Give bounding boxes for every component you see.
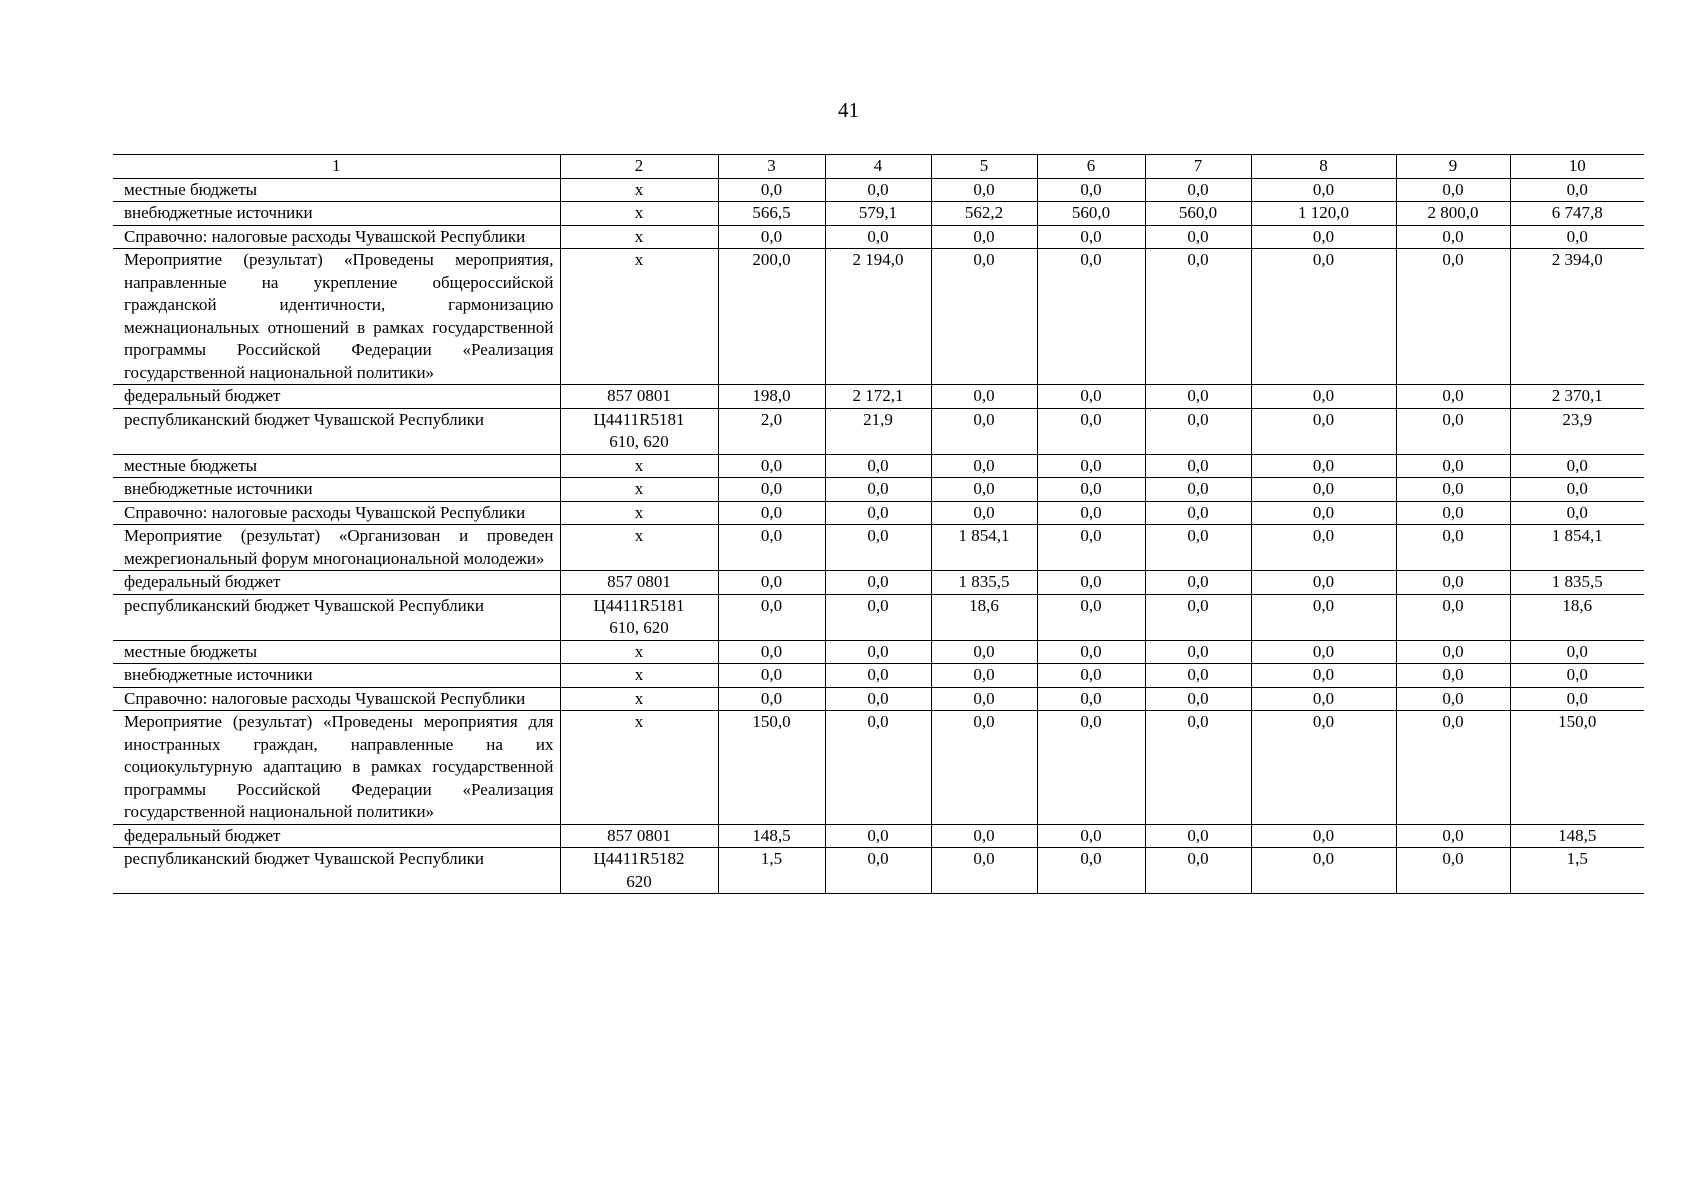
row-name: Справочно: налоговые расходы Чувашской Республики bbox=[113, 501, 560, 525]
column-header: 10 bbox=[1510, 155, 1644, 179]
column-header: 7 bbox=[1145, 155, 1251, 179]
row-value: 0,0 bbox=[1037, 225, 1145, 249]
row-value: 0,0 bbox=[825, 478, 931, 502]
row-value: 21,9 bbox=[825, 408, 931, 454]
row-value: 148,5 bbox=[1510, 824, 1644, 848]
row-value: 0,0 bbox=[1510, 178, 1644, 202]
row-value: 0,0 bbox=[825, 687, 931, 711]
table-row bbox=[113, 225, 1644, 249]
row-value: 1 854,1 bbox=[931, 525, 1037, 571]
row-value: 23,9 bbox=[1510, 408, 1644, 454]
row-value: 1 120,0 bbox=[1251, 202, 1396, 226]
row-value: 148,5 bbox=[718, 824, 825, 848]
row-name: Справочно: налоговые расходы Чувашской Республики bbox=[113, 225, 560, 249]
row-code: x bbox=[560, 454, 718, 478]
row-value: 0,0 bbox=[1037, 501, 1145, 525]
row-code: Ц4411R5182 620 bbox=[560, 848, 718, 894]
row-value: 0,0 bbox=[931, 640, 1037, 664]
table-row bbox=[113, 824, 1644, 848]
row-code: x bbox=[560, 249, 718, 385]
row-code: Ц4411R5181 610, 620 bbox=[560, 408, 718, 454]
row-code: x bbox=[560, 664, 718, 688]
row-value: 0,0 bbox=[1251, 594, 1396, 640]
table-row bbox=[113, 385, 1644, 409]
row-value: 0,0 bbox=[1251, 225, 1396, 249]
row-value: 0,0 bbox=[1396, 687, 1510, 711]
budget-table bbox=[113, 154, 1644, 894]
row-value: 18,6 bbox=[1510, 594, 1644, 640]
row-name: Мероприятие (результат) «Проведены мероприятия, направленные на укрепление общероссийской гражданской идентичности, гармонизацию межнациональных отношений в рамках государственной программы Российской Федерации «Реализация государственной национальной политики» bbox=[113, 249, 560, 385]
row-value: 0,0 bbox=[1396, 824, 1510, 848]
row-value: 0,0 bbox=[1251, 525, 1396, 571]
row-value: 0,0 bbox=[1396, 385, 1510, 409]
row-value: 18,6 bbox=[931, 594, 1037, 640]
row-value: 0,0 bbox=[1396, 711, 1510, 825]
row-name: местные бюджеты bbox=[113, 454, 560, 478]
column-header: 2 bbox=[560, 155, 718, 179]
row-value: 0,0 bbox=[931, 454, 1037, 478]
page-number: 41 bbox=[838, 98, 859, 122]
row-code: x bbox=[560, 225, 718, 249]
row-name: Справочно: налоговые расходы Чувашской Республики bbox=[113, 687, 560, 711]
row-value: 566,5 bbox=[718, 202, 825, 226]
row-value: 0,0 bbox=[1510, 501, 1644, 525]
row-value: 150,0 bbox=[1510, 711, 1644, 825]
row-value: 0,0 bbox=[1145, 640, 1251, 664]
row-value: 200,0 bbox=[718, 249, 825, 385]
row-value: 0,0 bbox=[931, 478, 1037, 502]
row-name: республиканский бюджет Чувашской Республики bbox=[113, 408, 560, 454]
row-value: 0,0 bbox=[1510, 640, 1644, 664]
row-name: федеральный бюджет bbox=[113, 824, 560, 848]
row-value: 0,0 bbox=[1037, 408, 1145, 454]
row-value: 0,0 bbox=[1037, 594, 1145, 640]
row-value: 0,0 bbox=[1037, 478, 1145, 502]
row-value: 0,0 bbox=[1251, 664, 1396, 688]
column-header: 5 bbox=[931, 155, 1037, 179]
table-row bbox=[113, 664, 1644, 688]
row-value: 0,0 bbox=[825, 225, 931, 249]
column-header: 1 bbox=[113, 155, 560, 179]
row-code: x bbox=[560, 687, 718, 711]
table-row bbox=[113, 848, 1644, 894]
row-name: внебюджетные источники bbox=[113, 664, 560, 688]
table-row bbox=[113, 202, 1644, 226]
row-value: 0,0 bbox=[1145, 454, 1251, 478]
row-value: 198,0 bbox=[718, 385, 825, 409]
row-value: 0,0 bbox=[931, 501, 1037, 525]
table-row bbox=[113, 687, 1644, 711]
row-value: 0,0 bbox=[1396, 478, 1510, 502]
row-value: 0,0 bbox=[1145, 385, 1251, 409]
column-header: 3 bbox=[718, 155, 825, 179]
row-value: 0,0 bbox=[1145, 478, 1251, 502]
row-value: 0,0 bbox=[1251, 640, 1396, 664]
row-value: 0,0 bbox=[1037, 525, 1145, 571]
row-code: Ц4411R5181 610, 620 bbox=[560, 594, 718, 640]
row-value: 0,0 bbox=[1251, 408, 1396, 454]
table-row bbox=[113, 408, 1644, 454]
row-code: x bbox=[560, 178, 718, 202]
row-code: x bbox=[560, 202, 718, 226]
row-value: 0,0 bbox=[825, 664, 931, 688]
row-value: 0,0 bbox=[1037, 454, 1145, 478]
row-value: 0,0 bbox=[718, 525, 825, 571]
row-value: 0,0 bbox=[718, 478, 825, 502]
row-name: республиканский бюджет Чувашской Республики bbox=[113, 594, 560, 640]
row-value: 0,0 bbox=[1037, 249, 1145, 385]
row-value: 0,0 bbox=[825, 711, 931, 825]
row-value: 1,5 bbox=[718, 848, 825, 894]
row-name: федеральный бюджет bbox=[113, 571, 560, 595]
row-value: 0,0 bbox=[825, 848, 931, 894]
row-value: 0,0 bbox=[1396, 594, 1510, 640]
row-value: 0,0 bbox=[718, 225, 825, 249]
row-code: 857 0801 bbox=[560, 824, 718, 848]
row-value: 0,0 bbox=[1251, 385, 1396, 409]
row-value: 0,0 bbox=[931, 385, 1037, 409]
row-value: 0,0 bbox=[1145, 687, 1251, 711]
row-value: 2 370,1 bbox=[1510, 385, 1644, 409]
row-value: 0,0 bbox=[931, 225, 1037, 249]
row-value: 0,0 bbox=[1251, 501, 1396, 525]
row-value: 0,0 bbox=[718, 454, 825, 478]
row-value: 0,0 bbox=[1396, 571, 1510, 595]
row-value: 0,0 bbox=[1145, 848, 1251, 894]
row-value: 0,0 bbox=[1396, 225, 1510, 249]
table-body bbox=[113, 155, 1644, 894]
row-value: 0,0 bbox=[1145, 501, 1251, 525]
row-value: 1 854,1 bbox=[1510, 525, 1644, 571]
row-value: 0,0 bbox=[1251, 178, 1396, 202]
row-value: 1 835,5 bbox=[931, 571, 1037, 595]
row-value: 0,0 bbox=[1145, 824, 1251, 848]
row-value: 0,0 bbox=[718, 571, 825, 595]
row-code: x bbox=[560, 640, 718, 664]
table-row bbox=[113, 478, 1644, 502]
row-value: 0,0 bbox=[1145, 664, 1251, 688]
row-value: 0,0 bbox=[931, 687, 1037, 711]
row-name: республиканский бюджет Чувашской Республики bbox=[113, 848, 560, 894]
row-value: 0,0 bbox=[825, 571, 931, 595]
row-value: 0,0 bbox=[1251, 454, 1396, 478]
row-value: 0,0 bbox=[931, 178, 1037, 202]
row-value: 0,0 bbox=[1037, 178, 1145, 202]
row-value: 0,0 bbox=[718, 640, 825, 664]
row-value: 0,0 bbox=[825, 640, 931, 664]
row-value: 0,0 bbox=[825, 525, 931, 571]
row-value: 0,0 bbox=[718, 501, 825, 525]
row-value: 2 394,0 bbox=[1510, 249, 1644, 385]
row-value: 0,0 bbox=[1251, 249, 1396, 385]
row-value: 0,0 bbox=[931, 848, 1037, 894]
row-value: 579,1 bbox=[825, 202, 931, 226]
row-code: 857 0801 bbox=[560, 571, 718, 595]
column-header: 8 bbox=[1251, 155, 1396, 179]
row-value: 0,0 bbox=[1145, 571, 1251, 595]
row-value: 1,5 bbox=[1510, 848, 1644, 894]
row-name: федеральный бюджет bbox=[113, 385, 560, 409]
table-row bbox=[113, 571, 1644, 595]
table-row bbox=[113, 525, 1644, 571]
row-code: 857 0801 bbox=[560, 385, 718, 409]
row-value: 0,0 bbox=[1145, 249, 1251, 385]
row-value: 0,0 bbox=[1037, 385, 1145, 409]
row-value: 0,0 bbox=[1145, 408, 1251, 454]
row-value: 0,0 bbox=[825, 501, 931, 525]
row-value: 0,0 bbox=[1396, 501, 1510, 525]
row-value: 0,0 bbox=[931, 711, 1037, 825]
row-value: 560,0 bbox=[1145, 202, 1251, 226]
row-value: 0,0 bbox=[1396, 249, 1510, 385]
row-value: 0,0 bbox=[1037, 711, 1145, 825]
column-header: 4 bbox=[825, 155, 931, 179]
row-name: местные бюджеты bbox=[113, 178, 560, 202]
header-row bbox=[113, 155, 1644, 179]
row-value: 0,0 bbox=[931, 824, 1037, 848]
row-value: 0,0 bbox=[1510, 225, 1644, 249]
row-value: 0,0 bbox=[718, 687, 825, 711]
row-value: 0,0 bbox=[1396, 178, 1510, 202]
table-row bbox=[113, 501, 1644, 525]
row-value: 2 800,0 bbox=[1396, 202, 1510, 226]
row-value: 0,0 bbox=[1396, 848, 1510, 894]
row-name: Мероприятие (результат) «Организован и проведен межрегиональный форум многонациональной молодежи» bbox=[113, 525, 560, 571]
row-value: 0,0 bbox=[1251, 478, 1396, 502]
row-value: 0,0 bbox=[1510, 687, 1644, 711]
row-value: 2 172,1 bbox=[825, 385, 931, 409]
row-value: 0,0 bbox=[1251, 824, 1396, 848]
row-value: 0,0 bbox=[931, 249, 1037, 385]
row-value: 0,0 bbox=[825, 594, 931, 640]
row-name: внебюджетные источники bbox=[113, 202, 560, 226]
row-value: 0,0 bbox=[1145, 594, 1251, 640]
row-value: 0,0 bbox=[1251, 848, 1396, 894]
row-value: 0,0 bbox=[931, 408, 1037, 454]
row-value: 0,0 bbox=[1145, 178, 1251, 202]
row-value: 0,0 bbox=[718, 664, 825, 688]
row-value: 0,0 bbox=[1510, 454, 1644, 478]
table-row bbox=[113, 594, 1644, 640]
row-value: 0,0 bbox=[825, 824, 931, 848]
row-value: 0,0 bbox=[1251, 571, 1396, 595]
row-value: 0,0 bbox=[1145, 525, 1251, 571]
row-value: 0,0 bbox=[1396, 664, 1510, 688]
row-value: 6 747,8 bbox=[1510, 202, 1644, 226]
row-value: 0,0 bbox=[1037, 848, 1145, 894]
row-code: x bbox=[560, 711, 718, 825]
row-value: 0,0 bbox=[1510, 478, 1644, 502]
row-value: 2,0 bbox=[718, 408, 825, 454]
row-name: внебюджетные источники bbox=[113, 478, 560, 502]
table-row bbox=[113, 178, 1644, 202]
row-value: 0,0 bbox=[1037, 664, 1145, 688]
row-value: 0,0 bbox=[1145, 225, 1251, 249]
column-header: 6 bbox=[1037, 155, 1145, 179]
row-value: 150,0 bbox=[718, 711, 825, 825]
table-row bbox=[113, 711, 1644, 825]
row-value: 562,2 bbox=[931, 202, 1037, 226]
row-code: x bbox=[560, 525, 718, 571]
column-header: 9 bbox=[1396, 155, 1510, 179]
row-value: 0,0 bbox=[1251, 711, 1396, 825]
row-value: 0,0 bbox=[1396, 525, 1510, 571]
row-name: местные бюджеты bbox=[113, 640, 560, 664]
row-value: 0,0 bbox=[931, 664, 1037, 688]
row-value: 0,0 bbox=[718, 178, 825, 202]
row-value: 0,0 bbox=[718, 594, 825, 640]
row-value: 0,0 bbox=[1396, 454, 1510, 478]
row-code: x bbox=[560, 501, 718, 525]
row-value: 0,0 bbox=[1145, 711, 1251, 825]
table-row bbox=[113, 454, 1644, 478]
row-value: 0,0 bbox=[1396, 640, 1510, 664]
row-name: Мероприятие (результат) «Проведены мероприятия для иностранных граждан, направленные на их социокультурную адаптацию в рамках государственной программы Российской Федерации «Реализация государственной национальной политики» bbox=[113, 711, 560, 825]
row-value: 0,0 bbox=[1037, 640, 1145, 664]
table-row bbox=[113, 640, 1644, 664]
row-value: 0,0 bbox=[1037, 687, 1145, 711]
row-value: 0,0 bbox=[1396, 408, 1510, 454]
row-value: 0,0 bbox=[1251, 687, 1396, 711]
row-code: x bbox=[560, 478, 718, 502]
row-value: 0,0 bbox=[825, 178, 931, 202]
row-value: 0,0 bbox=[825, 454, 931, 478]
row-value: 0,0 bbox=[1037, 824, 1145, 848]
row-value: 560,0 bbox=[1037, 202, 1145, 226]
table-row bbox=[113, 249, 1644, 385]
row-value: 1 835,5 bbox=[1510, 571, 1644, 595]
row-value: 2 194,0 bbox=[825, 249, 931, 385]
row-value: 0,0 bbox=[1510, 664, 1644, 688]
row-value: 0,0 bbox=[1037, 571, 1145, 595]
